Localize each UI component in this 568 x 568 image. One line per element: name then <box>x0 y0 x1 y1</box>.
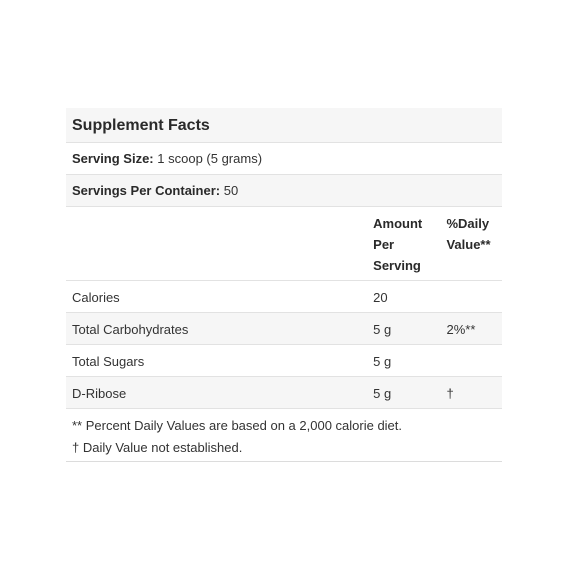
panel-title: Supplement Facts <box>66 108 502 142</box>
footnote-not-established: † Daily Value not established. <box>72 440 243 455</box>
footnotes <box>66 408 502 461</box>
nutrient-row-total-sugars <box>66 344 502 376</box>
nutrient-amount: 5 g <box>373 386 392 401</box>
servings-per-container-row <box>66 174 502 206</box>
nutrient-daily-value: † <box>446 386 454 401</box>
nutrient-amount: 5 g <box>373 354 392 369</box>
nutrient-name: D-Ribose <box>72 386 127 401</box>
header-dv-line: %Daily <box>446 216 490 231</box>
supplement-facts-panel <box>66 108 502 462</box>
nutrient-name: Total Sugars <box>72 354 145 369</box>
nutrient-daily-value: 2%** <box>446 322 476 337</box>
header-daily-value <box>446 213 496 255</box>
serving-size-row <box>66 142 502 174</box>
column-header-row <box>66 206 502 280</box>
servings-per-container-value: 50 <box>223 183 239 198</box>
nutrient-name: Total Carbohydrates <box>72 322 189 337</box>
nutrient-amount: 5 g <box>373 322 392 337</box>
header-dv-line: Value** <box>446 237 491 252</box>
serving-size-label: Serving Size: <box>72 151 154 166</box>
serving-size-value: 1 scoop (5 grams) <box>157 151 263 166</box>
nutrient-row-total-carbohydrates <box>66 312 502 344</box>
header-amount-line: Amount <box>373 216 423 231</box>
nutrient-name: Calories <box>72 290 120 305</box>
header-amount-line: Serving <box>373 258 421 273</box>
nutrient-row-d-ribose <box>66 376 502 408</box>
nutrient-amount: 20 <box>373 290 388 305</box>
nutrient-row-calories <box>66 280 502 312</box>
servings-per-container-label: Servings Per Container: <box>72 183 221 198</box>
footnote-daily-values: ** Percent Daily Values are based on a 2,000 calorie diet. <box>72 418 403 433</box>
header-amount-per-serving <box>373 213 446 276</box>
header-amount-line: Per <box>373 237 395 252</box>
